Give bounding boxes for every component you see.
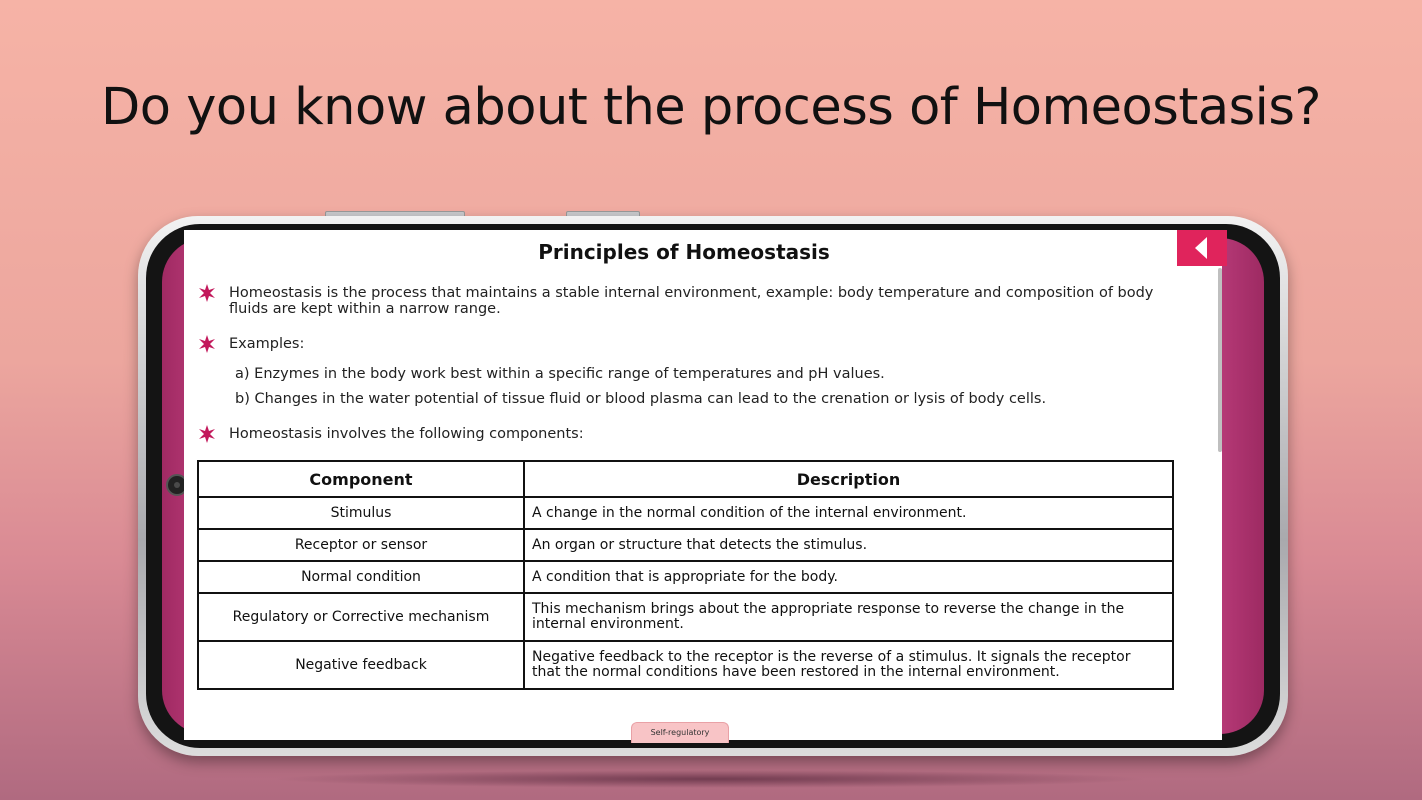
headline: Do you know about the process of Homeostasis? — [101, 78, 1321, 137]
component-cell: Regulatory or Corrective mechanism — [198, 593, 524, 641]
table-row — [198, 497, 1173, 529]
example-b: b) Changes in the water potential of tissue fluid or blood plasma can lead to the crenation or lysis of body cells. — [235, 391, 1047, 407]
components-table — [197, 460, 1174, 690]
header-component: Component — [198, 461, 524, 497]
component-cell: Negative feedback — [198, 641, 524, 689]
back-arrow-icon — [1195, 237, 1209, 259]
scrollbar[interactable] — [1218, 268, 1222, 452]
table-row — [198, 593, 1173, 641]
bullet-text-line: fluids are kept within a narrow range. — [229, 301, 501, 317]
star-bullet-icon — [198, 335, 216, 353]
self-regulatory-tab[interactable]: Self-regulatory — [631, 722, 729, 743]
component-cell: Normal condition — [198, 561, 524, 593]
description-line: that the normal conditions have been restored in the internal environment. — [532, 664, 1060, 680]
description-cell — [524, 529, 1173, 561]
description-cell — [524, 641, 1173, 689]
star-bullet-icon — [198, 284, 216, 302]
table-row — [198, 641, 1173, 689]
description-line: A change in the normal condition of the internal environment. — [532, 504, 967, 521]
description-line: internal environment. — [532, 616, 684, 632]
table-row — [198, 529, 1173, 561]
bullet-text-line: Homeostasis is the process that maintains a stable internal environment, example: body temperature and composition of body — [229, 285, 1154, 301]
bullet-text: Examples: — [229, 336, 305, 352]
document-title: Principles of Homeostasis — [538, 240, 830, 264]
bullet-text: Homeostasis involves the following components: — [229, 426, 584, 442]
phone-shadow — [270, 770, 1150, 788]
description-line: A condition that is appropriate for the body. — [532, 568, 838, 585]
example-a: a) Enzymes in the body work best within a specific range of temperatures and pH values. — [235, 366, 885, 382]
component-cell: Stimulus — [198, 497, 524, 529]
description-line: This mechanism brings about the appropriate response to reverse the change in the — [532, 601, 1125, 617]
back-button[interactable] — [1177, 230, 1227, 266]
description-cell — [524, 561, 1173, 593]
description-cell — [524, 497, 1173, 529]
description-line: An organ or structure that detects the stimulus. — [532, 536, 868, 553]
component-cell: Receptor or sensor — [198, 529, 524, 561]
table-row — [198, 561, 1173, 593]
header-description: Description — [524, 461, 1173, 497]
star-bullet-icon — [198, 425, 216, 443]
description-cell — [524, 593, 1173, 641]
table-header-row — [198, 461, 1173, 497]
description-line: Negative feedback to the receptor is the reverse of a stimulus. It signals the receptor — [532, 649, 1131, 665]
